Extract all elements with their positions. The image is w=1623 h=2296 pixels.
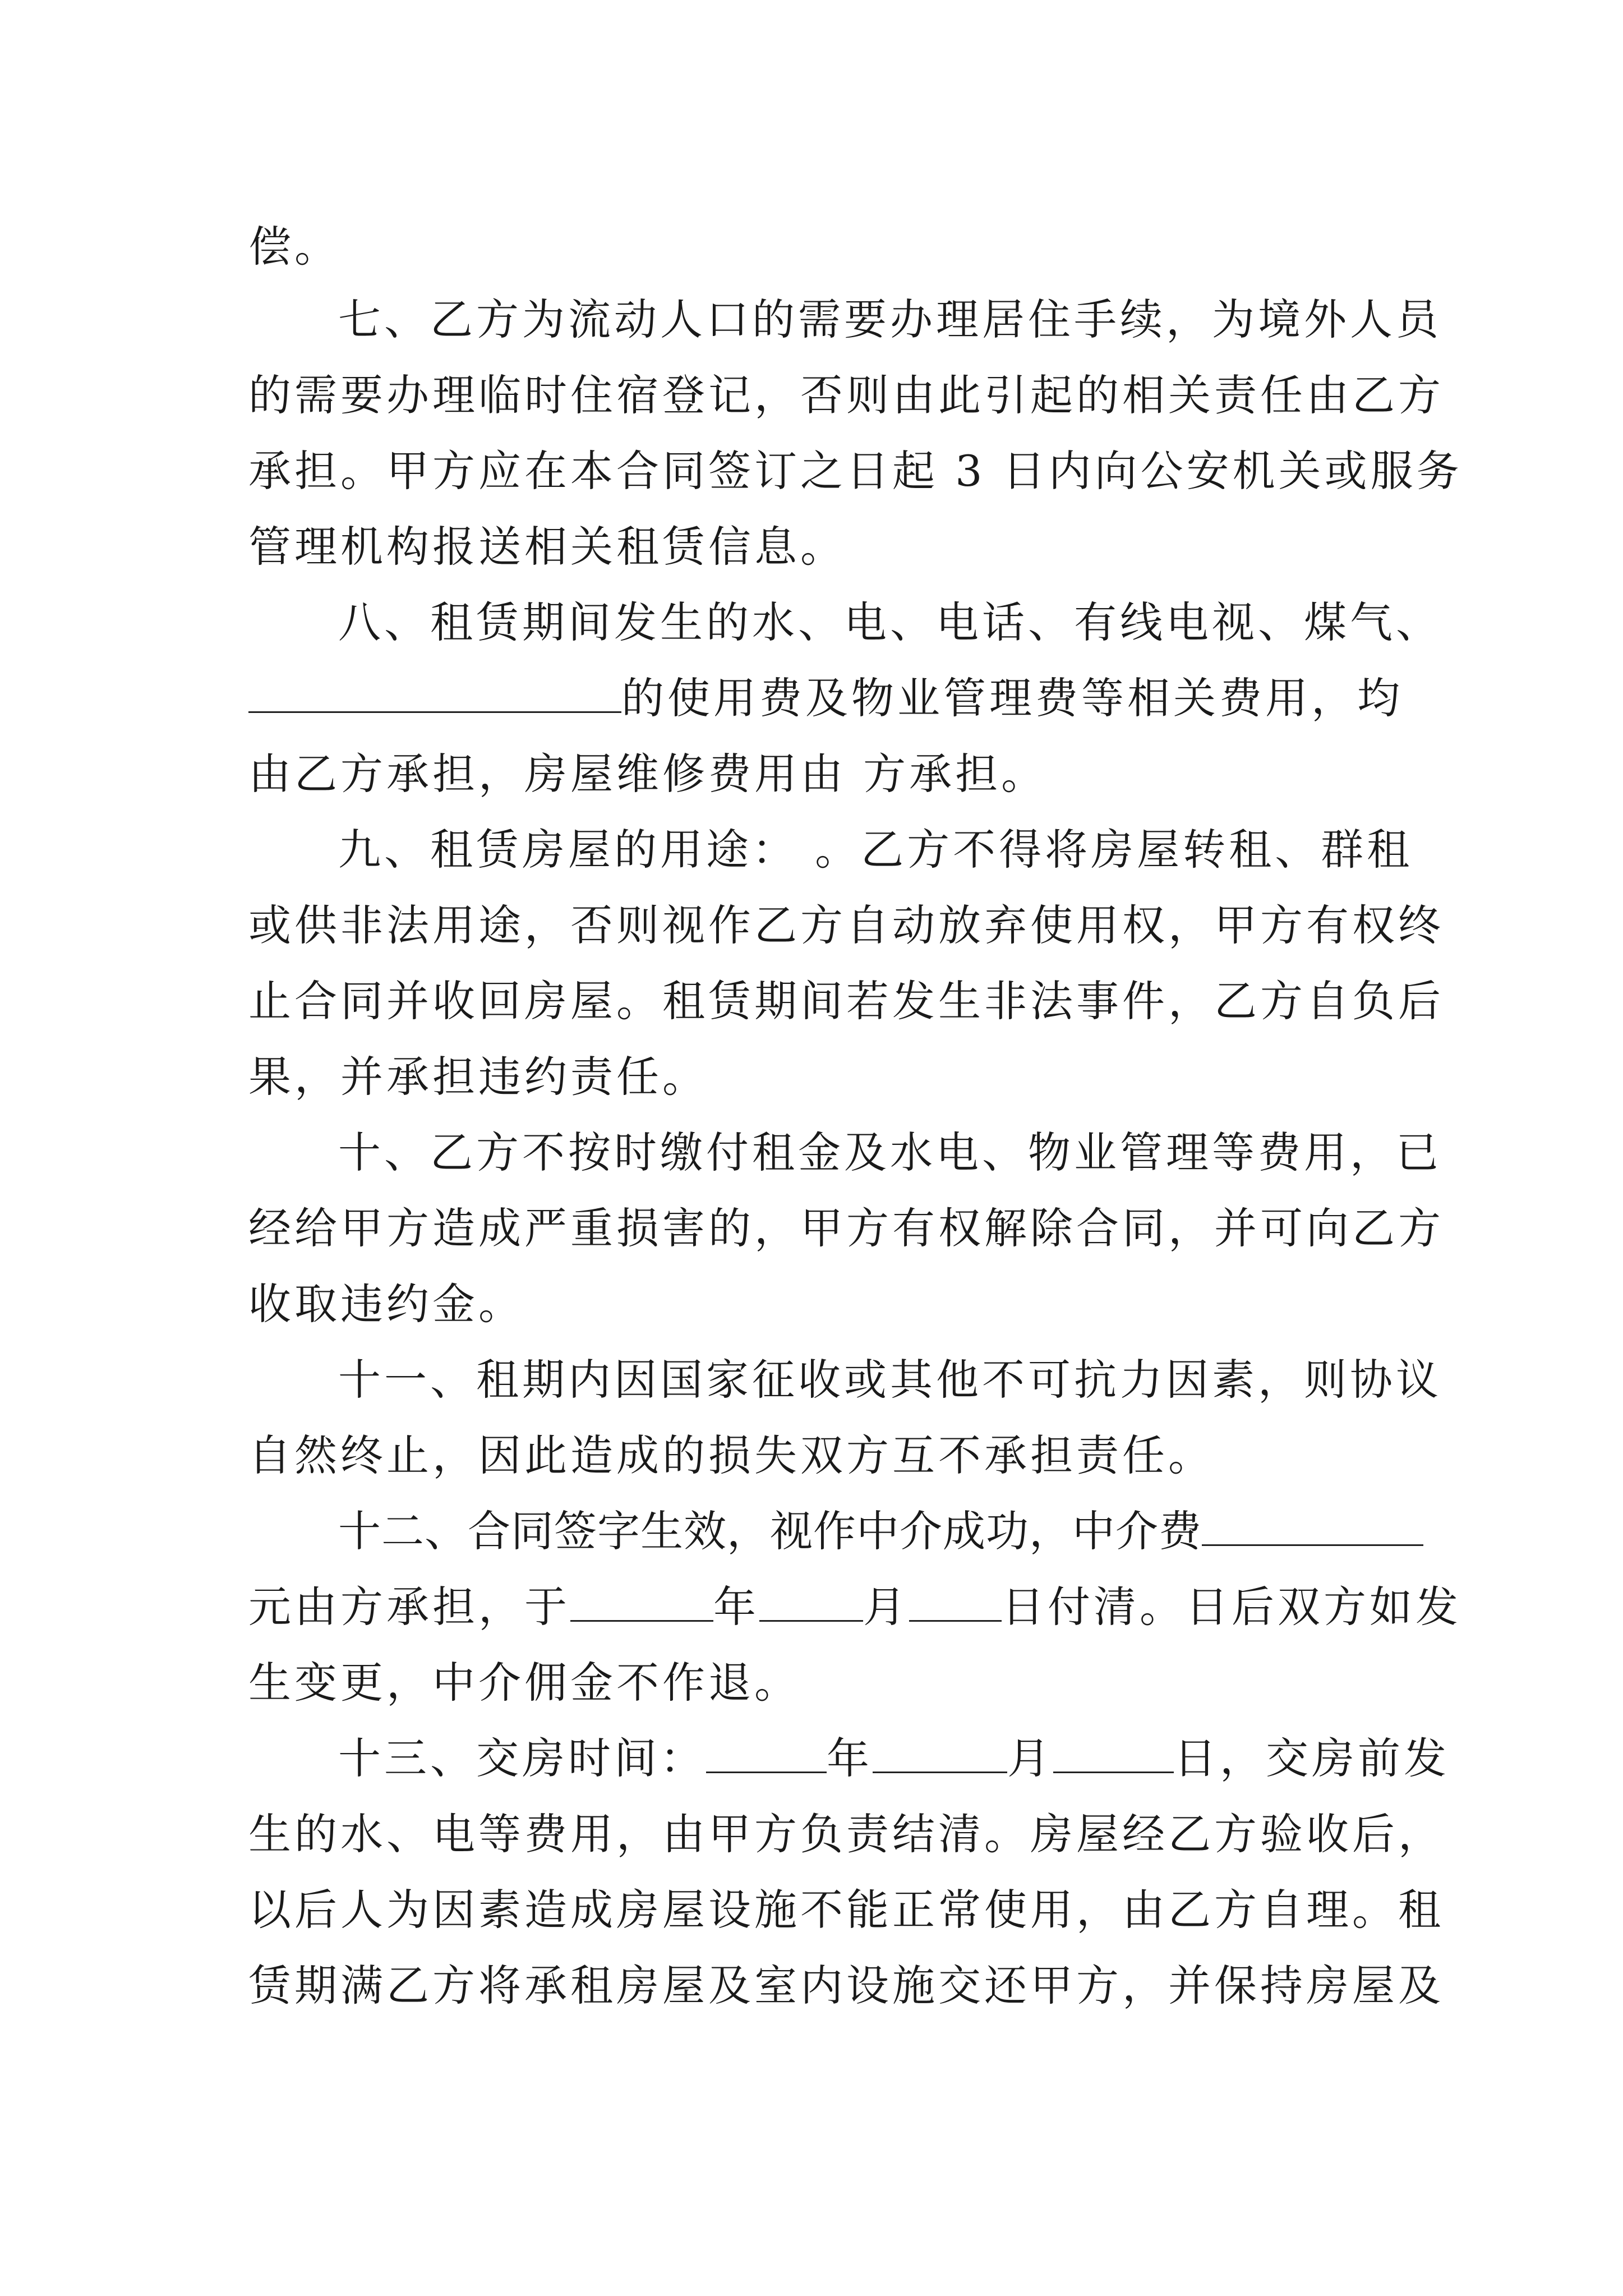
fill-in-blank[interactable] [873,1732,1007,1773]
paragraph-line [248,1043,1393,1111]
text: 止合同并收回房屋。租赁期间若发生非法事件，乙方自负后 [248,976,1444,1026]
text: 以后人为因素造成房屋设施不能正常使用，由乙方自理。租 [248,1885,1444,1935]
text: 的使用费及物业管理费等相关费用，均 [621,673,1403,723]
text: 经给甲方造成严重损害的，甲方有权解除合同，并可向乙方 [248,1203,1444,1253]
paragraph-line [248,1195,1444,1262]
paragraph-line [248,1573,1461,1641]
text: 七、乙方为流动人口的需要办理居住手续，为境外人员 [338,295,1442,344]
text: 十二、合同签字生效，视作中介成功，中介费 [338,1506,1202,1556]
paragraph-line [338,1346,1442,1414]
paragraph-line [338,1725,1450,1792]
paragraph-line [248,213,1393,280]
text: 承担。甲方应在本合同签订之日起 3 日内向公安机关或服务 [248,446,1463,496]
fill-in-blank[interactable] [909,1581,1002,1622]
fill-in-blank[interactable] [706,1732,827,1773]
paragraph-line [338,286,1442,353]
paragraph-line [248,438,1463,505]
paragraph-line [248,1876,1444,1944]
text: 生的水、电等费用，由甲方负责结清。房屋经乙方验收后， [248,1809,1444,1859]
text: 月 [863,1582,909,1632]
text: 或供非法用途，否则视作乙方自动放弃使用权，甲方有权终 [248,900,1444,950]
text: 八、租赁期间发生的水、电、电话、有线电视、煤气、 [338,597,1442,647]
paragraph-line [248,1271,1393,1338]
text: 年 [827,1733,873,1783]
text: 年 [713,1582,759,1632]
text: 由乙方承担，房屋维修费用由 方承担。 [248,749,1048,799]
text: 日付清。日后双方如发 [1002,1582,1461,1632]
text: 十三、交房时间： [338,1733,706,1783]
fill-in-blank[interactable] [1053,1732,1174,1773]
paragraph-line [248,1952,1444,2019]
paragraph-line [248,665,1403,732]
fill-in-blank[interactable] [1202,1505,1423,1546]
text: 偿。 [248,222,340,272]
text: 收取违约金。 [248,1279,524,1329]
paragraph-line [248,1422,1393,1489]
paragraph-line [338,816,1413,884]
paragraph-line [248,968,1444,1035]
paragraph-line [338,1498,1393,1565]
paragraph-line [248,1801,1444,1868]
paragraph-line [338,1119,1442,1186]
paragraph-line [248,892,1444,959]
text: 自然终止，因此造成的损失双方互不承担责任。 [248,1430,1214,1480]
text: 果，并承担违约责任。 [248,1052,708,1102]
paragraph-line [338,589,1442,656]
text: 九、租赁房屋的用途： 。乙方不得将房屋转租、群租 [338,825,1413,875]
text: 日，交房前发 [1174,1733,1450,1783]
paragraph-line [248,740,1393,808]
text: 管理机构报送相关租赁信息。 [248,522,846,572]
fill-in-blank[interactable] [759,1581,863,1622]
text: 十、乙方不按时缴付租金及水电、物业管理等费用，已 [338,1128,1442,1177]
text: 月 [1007,1733,1053,1783]
text: 生变更，中介佣金不作退。 [248,1658,800,1708]
paragraph-line [248,362,1444,429]
fill-in-blank[interactable] [248,672,621,713]
text: 赁期满乙方将承租房屋及室内设施交还甲方，并保持房屋及 [248,1961,1444,2010]
text: 元由方承担，于 [248,1582,570,1632]
text: 的需要办理临时住宿登记，否则由此引起的相关责任由乙方 [248,370,1444,420]
paragraph-line [248,513,1393,581]
paragraph-line [248,1649,1393,1717]
text: 十一、租期内因国家征收或其他不可抗力因素，则协议 [338,1355,1442,1405]
fill-in-blank[interactable] [570,1581,713,1622]
